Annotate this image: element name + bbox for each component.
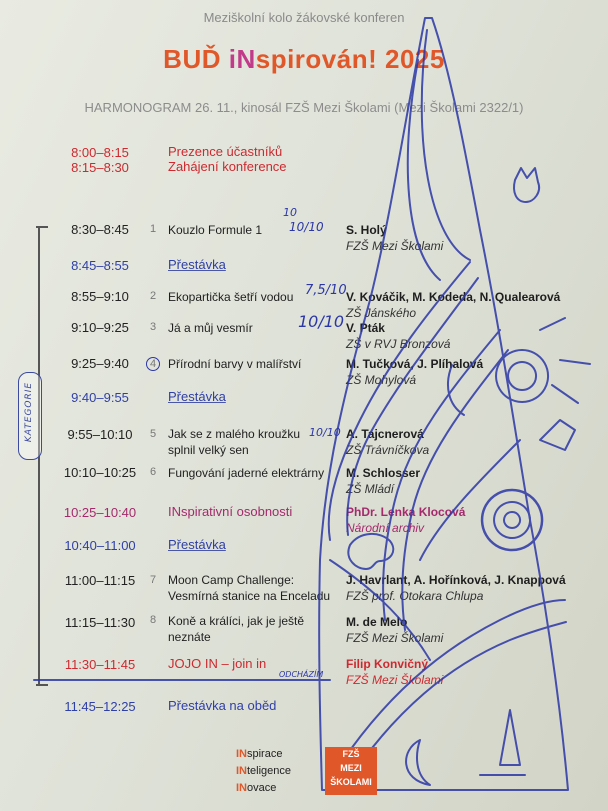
title-part-2: iN — [228, 44, 256, 74]
time-slot: 11:15–11:30 — [64, 615, 136, 630]
time-slot: 11:30–11:45 — [64, 657, 136, 672]
talk-number: 4 — [146, 357, 160, 371]
time-slot: 10:25–10:40 — [63, 505, 137, 520]
talk-title: JOJO IN – join in — [168, 656, 267, 671]
speaker-name: M. Tučková, J. Plíhalová — [346, 357, 484, 371]
talk-number: 1 — [149, 223, 157, 235]
speaker-school: ZŠ Jánského — [346, 306, 417, 320]
title-year: 2025 — [384, 44, 445, 74]
handwritten-score: 10 — [283, 206, 297, 219]
title-part-1: BUĎ — [163, 44, 229, 74]
speaker-name: S. Holý — [346, 223, 387, 237]
time-slot: 8:45–8:55 — [71, 258, 129, 273]
time-slot: 8:15–8:30 — [71, 160, 129, 175]
time-slot: 9:10–9:25 — [71, 320, 129, 335]
talk-number: 7 — [149, 574, 157, 586]
handwritten-note: ODCHÁZÍM — [279, 670, 324, 679]
talk-title: Já a můj vesmír — [168, 321, 253, 335]
speaker-name: PhDr. Lenka Klocová — [346, 505, 466, 519]
time-slot: 10:10–10:25 — [63, 465, 137, 480]
speaker-name: V. Pták — [346, 321, 385, 335]
speaker-school: FZŠ Mezi Školami — [346, 631, 444, 645]
tagline-inspirace: INspirace — [236, 748, 283, 760]
handwritten-score: 7,5/10 — [305, 283, 347, 298]
handwritten-score: 10/10 — [289, 220, 324, 234]
speaker-name: M. de Melo — [346, 615, 408, 629]
tagline-inteligence: INteligence — [236, 765, 292, 777]
time-slot: 9:25–9:40 — [71, 356, 129, 371]
talk-title: INspirativní osobnosti — [168, 504, 293, 519]
speaker-name: J. Havrlant, A. Hořínková, J. Knappová — [346, 573, 566, 587]
time-slot: 8:00–8:15 — [71, 145, 129, 160]
speaker-school: ZŠ v RVJ Bronzová — [346, 337, 451, 351]
time-slot: 8:55–9:10 — [71, 289, 129, 304]
talk-title: Fungování jaderné elektrárny — [168, 466, 325, 480]
talk-number: 5 — [149, 428, 157, 440]
speaker-school: FZŠ Mezi Školami — [346, 673, 444, 687]
speaker-school: FZŠ prof. Otokara Chlupa — [346, 589, 484, 603]
talk-title-line: neznáte — [168, 630, 211, 644]
logo-line: MEZI — [340, 763, 362, 773]
speaker-school: ZŠ Trávníčkova — [346, 443, 430, 457]
time-slot: 11:00–11:15 — [64, 573, 136, 588]
talk-number: 6 — [149, 466, 157, 478]
speaker-school: ZŠ Mládí — [346, 482, 395, 496]
title-part-3: spirován! — [255, 44, 385, 74]
time-slot: 9:40–9:55 — [71, 390, 129, 405]
break-label: Přestávka — [168, 537, 226, 552]
schedule-heading: HARMONOGRAM 26. 11., kinosál FZŠ Mezi Školami (Mezi Školami 2322/1) — [84, 100, 524, 115]
talk-title: Prezence účastníků — [168, 144, 283, 159]
speaker-name: Filip Konvičný — [346, 657, 429, 671]
talk-number: 2 — [149, 290, 157, 302]
time-slot: 9:55–10:10 — [67, 427, 133, 442]
handwritten-score: 10/10 — [309, 426, 341, 439]
talk-title-line: Moon Camp Challenge: — [168, 573, 295, 587]
speaker-school: Národní archiv — [346, 521, 425, 535]
talk-title-line: Koně a králíci, jak je ještě — [168, 614, 305, 628]
talk-number: 3 — [149, 321, 157, 333]
talk-title: Ekopartička šetří vodou — [168, 290, 294, 304]
talk-title: Zahájení konference — [168, 159, 287, 174]
speaker-school: FZŠ Mezi Školami — [346, 239, 444, 253]
talk-title: Kouzlo Formule 1 — [168, 223, 263, 237]
tagline-inovace: INovace — [236, 782, 277, 794]
school-logo — [325, 747, 377, 795]
footer-tagline — [236, 746, 291, 797]
time-slot: 8:30–8:45 — [71, 222, 129, 237]
logo-line: ŠKOLAMI — [330, 777, 372, 787]
talk-number: 8 — [149, 614, 157, 626]
event-subtitle: Meziškolní kolo žákovské konferen — [203, 10, 405, 25]
talk-title-line: Jak se z malého kroužku — [168, 427, 301, 441]
talk-title: Přírodní barvy v malířství — [168, 357, 302, 371]
kategorie-label: KATEGORIE — [24, 381, 34, 443]
talk-title-line: Vesmírná stanice na Enceladu — [168, 589, 331, 603]
break-label: Přestávka na oběd — [168, 698, 277, 713]
speaker-name: A. Tajcnerová — [346, 427, 424, 441]
talk-title-line: splnil velký sen — [168, 443, 249, 457]
logo-line: FZŠ — [342, 749, 360, 759]
handwritten-score: 10/10 — [298, 312, 345, 331]
speaker-school: ZŠ Mohylová — [346, 373, 417, 387]
time-slot: 11:45–12:25 — [64, 699, 136, 714]
speaker-name: M. Schlosser — [346, 466, 421, 480]
break-label: Přestávka — [168, 389, 226, 404]
break-label: Přestávka — [168, 257, 226, 272]
speaker-name: V. Kováčik, M. Kodeda, N. Qualearová — [346, 290, 561, 304]
time-slot: 10:40–11:00 — [64, 538, 136, 553]
